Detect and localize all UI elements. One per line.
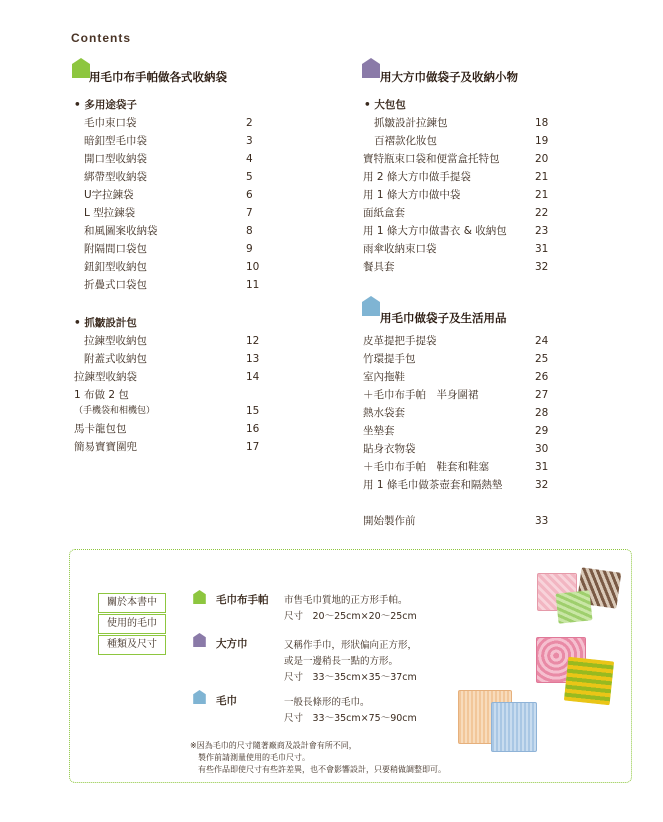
page-number: 17 <box>246 441 260 453</box>
page-number: 7 <box>246 207 253 219</box>
type-description: 或是一邊稍長一點的方形。 <box>284 656 399 667</box>
info-tag: 種類及尺寸 <box>98 635 166 655</box>
type-title: 大方巾 <box>216 638 248 650</box>
page-number: 28 <box>535 407 549 419</box>
page-number: 21 <box>535 189 549 201</box>
section-title: 用毛巾做袋子及生活用品 <box>380 311 507 325</box>
note-line: 有些作品即使尺寸有些許差異，也不會影響設計，只要稍做調整即可。 <box>198 765 446 774</box>
page-number: 31 <box>535 243 549 255</box>
type-size: 尺寸 20～25cm×20～25cm <box>284 611 417 622</box>
page-number: 12 <box>246 335 260 347</box>
page-number: 9 <box>246 243 253 255</box>
page-number: 23 <box>535 225 549 237</box>
type-title: 毛巾 <box>216 695 237 707</box>
page-number: 18 <box>535 117 549 129</box>
blue-house-icon <box>362 296 380 316</box>
page-number: 5 <box>246 171 253 183</box>
info-tag: 關於本書中 <box>98 593 166 613</box>
green-house-icon <box>72 58 90 78</box>
page-number: 29 <box>535 425 549 437</box>
page-number: 21 <box>535 171 549 183</box>
purple-house-icon <box>362 58 380 78</box>
type-description: 市售毛巾質地的正方形手帕。 <box>284 595 408 606</box>
note-line: ※因為毛巾的尺寸隨著廠商及設計會有所不同， <box>190 741 357 750</box>
page-number: 4 <box>246 153 253 165</box>
type-description: 一般長條形的毛巾。 <box>284 697 370 708</box>
green-handkerchief-image <box>556 590 593 623</box>
page-number: 19 <box>535 135 549 147</box>
plaid-large-handkerchief-image <box>564 657 614 706</box>
purple-house-icon <box>193 633 206 647</box>
blue-house-icon <box>193 690 206 704</box>
page-number: 31 <box>535 461 549 473</box>
page-number: 16 <box>246 423 260 435</box>
contents-heading: Contents <box>71 31 131 45</box>
type-size: 尺寸 33～35cm×75～90cm <box>284 713 417 724</box>
page-number: 32 <box>535 261 549 273</box>
group-heading: • 大包包 <box>364 99 406 111</box>
page-number: 32 <box>535 479 549 491</box>
green-house-icon <box>193 590 206 604</box>
page-number: 13 <box>246 353 260 365</box>
page-number: 33 <box>535 515 549 527</box>
page-number: 22 <box>535 207 549 219</box>
section-title: 用毛巾布手帕做各式收納袋 <box>89 70 227 84</box>
page-number: 3 <box>246 135 253 147</box>
blue-towel-image <box>491 702 537 752</box>
note-line: 製作前請測量使用的毛巾尺寸。 <box>198 753 310 762</box>
page-number: 6 <box>246 189 253 201</box>
type-size: 尺寸 33～35cm×35～37cm <box>284 672 417 683</box>
page-number: 10 <box>246 261 260 273</box>
group-heading: • 多用途袋子 <box>74 99 137 111</box>
page-number: 2 <box>246 117 253 129</box>
type-title: 毛巾布手帕 <box>216 594 269 606</box>
page-number: 20 <box>535 153 549 165</box>
page-number: 30 <box>535 443 549 455</box>
page-number: 26 <box>535 371 549 383</box>
page-number: 8 <box>246 225 253 237</box>
group-heading: • 抓皺設計包 <box>74 317 137 329</box>
toc-entry-subtitle: （手機袋和相機包） <box>74 406 156 416</box>
page-number: 24 <box>535 335 549 347</box>
page-number: 27 <box>535 389 549 401</box>
page-number: 11 <box>246 279 260 291</box>
info-tag: 使用的毛巾 <box>98 614 166 634</box>
section-title: 用大方巾做袋子及收納小物 <box>380 70 518 84</box>
page-number: 14 <box>246 371 260 383</box>
type-description: 又稱作手巾，形狀偏向正方形， <box>284 640 418 651</box>
page-number: 15 <box>246 405 260 417</box>
page-number: 25 <box>535 353 549 365</box>
